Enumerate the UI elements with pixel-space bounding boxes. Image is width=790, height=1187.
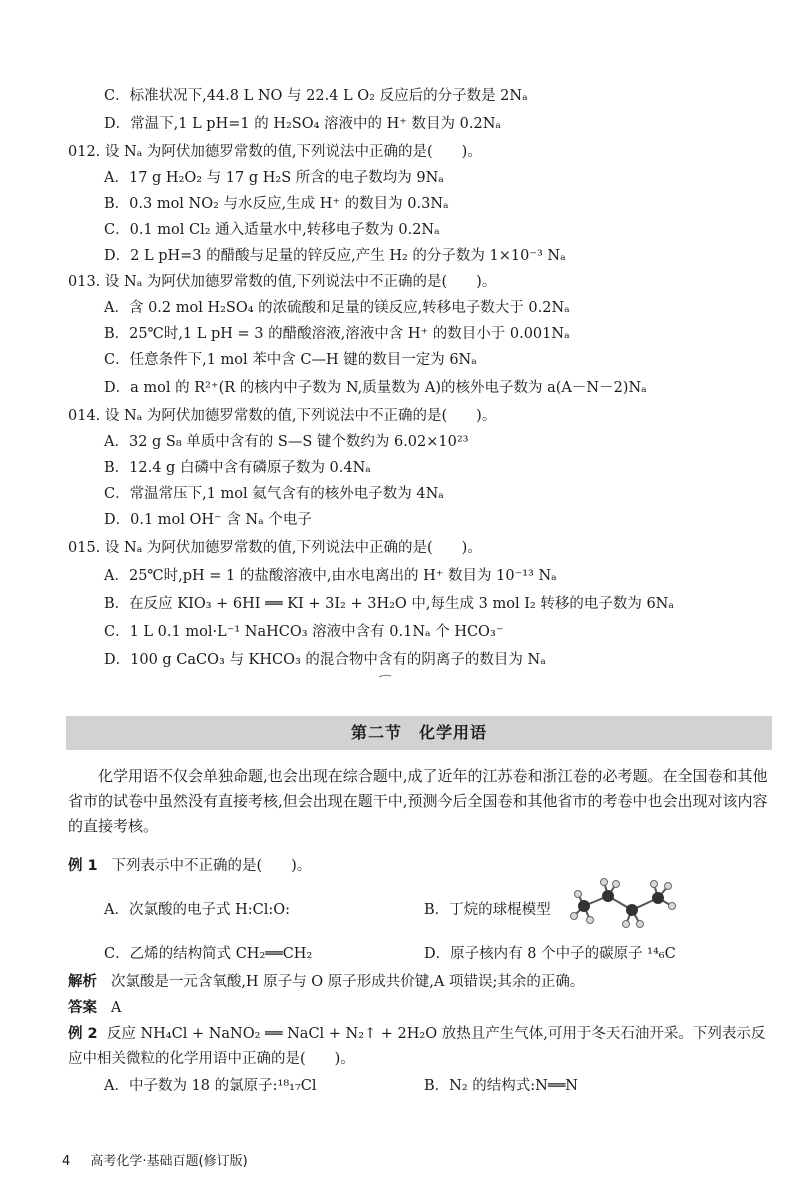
- section-title-bar: 第二节 化学用语: [66, 716, 772, 750]
- question-012-option-b: B．0.3 mol NO₂ 与水反应,生成 H⁺ 的数目为 0.3Nₐ: [104, 196, 449, 212]
- example-2-option-b: B．N₂ 的结构式:N══N: [424, 1078, 578, 1094]
- ink-mark-icon: [378, 674, 392, 678]
- example-2-option-a: A．中子数为 18 的氯原子:¹⁸₁₇Cl: [104, 1078, 317, 1094]
- option-c-prev: C．标准状况下,44.8 L NO 与 22.4 L O₂ 反应后的分子数是 2Nₐ: [104, 88, 528, 104]
- answer-label: 答案: [68, 1000, 97, 1016]
- question-015-option-b: B．在反应 KIO₃ + 6HI ══ KI + 3I₂ + 3H₂O 中,每生成 3 mol I₂ 转移的电子数为 6Nₐ: [104, 596, 674, 612]
- example-1-answer: [68, 998, 121, 1018]
- example-1-header: [68, 856, 311, 876]
- butane-ball-stick-model-icon: [568, 876, 678, 934]
- question-014: 014. 设 Nₐ 为阿伏加德罗常数的值,下列说法中不正确的是( )。: [68, 408, 497, 424]
- question-014-option-b: B．12.4 g 白磷中含有磷原子数为 0.4Nₐ: [104, 460, 371, 476]
- section-intro: 化学用语不仅会单独命题,也会出现在综合题中,成了近年的江苏卷和浙江卷的必考题。在全国卷和其他省市的试卷中虽然没有直接考核,但会出现在题干中,预测今后全国卷和其他省市的考卷中也会出现对该内容的直接考核。: [68, 767, 768, 835]
- example-1-stem: 下列表示中不正确的是( )。: [111, 858, 312, 874]
- example-2-stem-block: [68, 1022, 772, 1072]
- example-2-stem: 反应 NH₄Cl + NaNO₂ ══ NaCl + N₂↑ + 2H₂O 放热且产生气体,可用于冬天石油开采。下列表示反应中相关微粒的化学用语中正确的是( )。: [68, 1026, 766, 1067]
- question-014-option-d: D．0.1 mol OH⁻ 含 Nₐ 个电子: [104, 512, 312, 528]
- example-1-option-b: B．丁烷的球棍模型: [424, 902, 551, 918]
- question-015-option-d: D．100 g CaCO₃ 与 KHCO₃ 的混合物中含有的阴离子的数目为 Nₐ: [104, 652, 546, 668]
- question-013-option-b: B．25℃时,1 L pH = 3 的醋酸溶液,溶液中含 H⁺ 的数目小于 0.001Nₐ: [104, 326, 570, 342]
- question-013-option-d: D．a mol 的 R²⁺(R 的核内中子数为 N,质量数为 A)的核外电子数为 a(A－N－2)Nₐ: [104, 380, 647, 396]
- page-number: 4: [62, 1154, 71, 1169]
- question-013: 013. 设 Nₐ 为阿伏加德罗常数的值,下列说法中不正确的是( )。: [68, 274, 497, 290]
- option-d-prev: D．常温下,1 L pH=1 的 H₂SO₄ 溶液中的 H⁺ 数目为 0.2Nₐ: [104, 116, 501, 132]
- question-012-option-a: A．17 g H₂O₂ 与 17 g H₂S 所含的电子数均为 9Nₐ: [104, 170, 444, 186]
- question-015: 015. 设 Nₐ 为阿伏加德罗常数的值,下列说法中正确的是( )。: [68, 540, 482, 556]
- example-2-label: 例 2: [68, 1026, 98, 1042]
- question-012: 012. 设 Nₐ 为阿伏加德罗常数的值,下列说法中正确的是( )。: [68, 144, 482, 160]
- example-1-label: 例 1: [68, 858, 98, 874]
- question-015-option-a: A．25℃时,pH = 1 的盐酸溶液中,由水电离出的 H⁺ 数目为 10⁻¹³ Nₐ: [104, 568, 557, 584]
- question-013-option-a: A．含 0.2 mol H₂SO₄ 的浓硫酸和足量的镁反应,转移电子数大于 0.2Nₐ: [104, 300, 570, 316]
- analysis-text: 次氯酸是一元含氧酸,H 原子与 O 原子形成共价键,A 项错误;其余的正确。: [110, 974, 585, 990]
- question-015-option-c: C．1 L 0.1 mol·L⁻¹ NaHCO₃ 溶液中含有 0.1Nₐ 个 HCO₃⁻: [104, 624, 504, 640]
- example-1-option-c: C．乙烯的结构简式 CH₂══CH₂: [104, 946, 313, 962]
- example-1-option-d: D．原子核内有 8 个中子的碳原子 ¹⁴₆C: [424, 946, 676, 962]
- question-012-option-c: C．0.1 mol Cl₂ 通入适量水中,转移电子数为 0.2Nₐ: [104, 222, 440, 238]
- page-footer: [62, 1150, 248, 1169]
- example-1-option-a: A．次氯酸的电子式 H:Cl:O:: [104, 902, 290, 918]
- question-014-option-c: C．常温常压下,1 mol 氦气含有的核外电子数为 4Nₐ: [104, 486, 444, 502]
- answer-text: A: [110, 1000, 122, 1016]
- question-012-option-d: D．2 L pH=3 的醋酸与足量的锌反应,产生 H₂ 的分子数为 1×10⁻³ Nₐ: [104, 248, 566, 264]
- book-title: 高考化学·基础百题(修订版): [90, 1154, 248, 1169]
- question-013-option-c: C．任意条件下,1 mol 苯中含 C—H 键的数目一定为 6Nₐ: [104, 352, 477, 368]
- question-014-option-a: A．32 g S₈ 单质中含有的 S—S 键个数约为 6.02×10²³: [104, 434, 469, 450]
- example-1-analysis: [68, 972, 584, 992]
- analysis-label: 解析: [68, 974, 97, 990]
